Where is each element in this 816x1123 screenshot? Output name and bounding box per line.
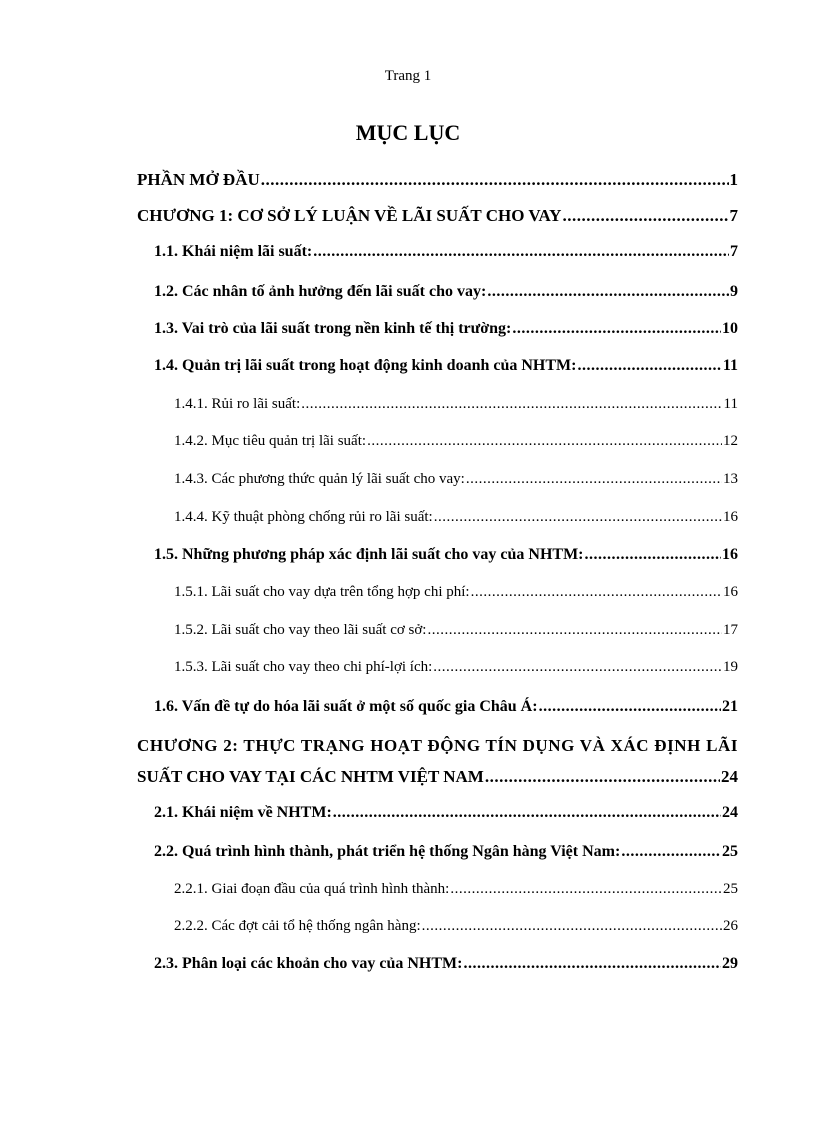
dot-leader [434,509,722,526]
toc-entry[interactable] [137,767,738,787]
toc-entry-label: 1.4. Quản trị lãi suất trong hoạt động kinh doanh của NHTM: [154,357,577,374]
toc-entry-label: 2.2.1. Giai đoạn đầu của quá trình hình thành: [174,881,450,897]
toc-entry[interactable] [154,843,738,861]
toc-entry-page: 13 [723,471,738,487]
toc-entry[interactable] [154,320,738,338]
dot-leader [471,584,722,601]
dot-leader [367,433,722,450]
dot-leader [333,804,721,822]
toc-entry-page: 26 [723,918,738,934]
toc-entry[interactable] [174,396,738,413]
toc-entry-page: 29 [722,955,738,972]
toc-entry-page: 1 [729,170,738,189]
toc-entry[interactable] [174,584,738,601]
toc-entry[interactable] [154,283,738,301]
toc-entry[interactable] [154,243,738,261]
dot-leader [562,206,728,226]
toc-entry-label: 2.2.2. Các đợt cải tổ hệ thống ngân hàng: [174,918,421,934]
toc-entry[interactable] [137,170,738,190]
dot-leader [313,243,729,261]
page-number: Trang 1 [384,68,432,84]
toc-entry-label: 2.1. Khái niệm về NHTM: [154,804,332,821]
toc-entry-label: 1.4.3. Các phương thức quản lý lãi suất cho vay: [174,471,465,487]
toc-entry-label: 1.3. Vai trò của lãi suất trong nền kinh tế thị trường: [154,320,512,337]
dot-leader [433,659,722,676]
dot-leader [577,357,721,375]
dot-leader [487,283,729,301]
toc-entry-page: 9 [730,283,738,300]
toc-entry-label: 1.4.4. Kỹ thuật phòng chống rủi ro lãi suất: [174,509,433,525]
dot-leader [450,881,722,898]
toc-entry[interactable] [137,206,738,226]
toc-entry[interactable] [174,509,738,526]
dot-leader [585,546,722,564]
toc-title: MỤC LỤC [355,120,461,145]
toc-entry-label: 1.5. Những phương pháp xác định lãi suất cho vay của NHTM: [154,546,584,563]
toc-entry[interactable] [154,546,738,564]
toc-entry-page: 16 [723,509,738,525]
toc-entry-label-line1[interactable]: CHƯƠNG 2: THỰC TRẠNG HOẠT ĐỘNG TÍN DỤNG VÀ XÁC ĐỊNH LÃI [137,736,738,755]
toc-entry[interactable] [174,659,738,676]
toc-entry-label: 2.2. Quá trình hình thành, phát triển hệ thống Ngân hàng Việt Nam: [154,843,621,860]
dot-leader [539,698,721,716]
toc-entry[interactable] [154,698,738,716]
toc-entry-page: 7 [729,206,738,225]
toc-entry-label: 1.1. Khái niệm lãi suất: [154,243,313,260]
toc-entry[interactable] [154,955,738,973]
toc-entry[interactable] [174,622,738,639]
toc-entry[interactable] [174,881,738,898]
toc-entry-page: 21 [722,698,738,715]
toc-entry-page: 24 [721,767,738,786]
dot-leader [621,843,721,861]
toc-entry-page: 25 [723,881,738,897]
toc-entry[interactable] [154,804,738,822]
toc-entry-label: CHƯƠNG 1: CƠ SỞ LÝ LUẬN VỀ LÃI SUẤT CHO VAY [137,206,562,225]
dot-leader [466,471,722,488]
dot-leader [261,170,729,190]
toc-entry-label: 1.5.2. Lãi suất cho vay theo lãi suất cơ sở: [174,622,427,638]
toc-entry-label: 1.6. Vấn đề tự do hóa lãi suất ở một số quốc gia Châu Á: [154,698,538,715]
toc-entry-label: 1.4.1. Rủi ro lãi suất: [174,396,301,412]
toc-entry-page: 25 [722,843,738,860]
toc-entry-page: 11 [722,357,738,374]
toc-entry-page: 12 [723,433,738,449]
toc-entry-page: 17 [723,622,738,638]
toc-entry-label: 1.5.3. Lãi suất cho vay theo chi phí-lợi ích: [174,659,433,675]
toc-entry-page: 11 [723,396,738,412]
toc-entry-page: 24 [722,804,738,821]
dot-leader [512,320,721,338]
dot-leader [422,918,722,935]
toc-entry-page: 10 [722,320,738,337]
toc-entry-page: 16 [723,584,738,600]
toc-entry-page: 16 [722,546,738,563]
toc-entry[interactable] [154,357,738,375]
dot-leader [485,767,720,787]
toc-entry-label: 1.2. Các nhân tố ảnh hưởng đến lãi suất cho vay: [154,283,487,300]
toc-entry[interactable] [174,433,738,450]
toc-entry-label: SUẤT CHO VAY TẠI CÁC NHTM VIỆT NAM [137,767,484,786]
toc-entry-label: 2.3. Phân loại các khoản cho vay của NHTM: [154,955,463,972]
toc-entry-label: 1.4.2. Mục tiêu quản trị lãi suất: [174,433,367,449]
dot-leader [427,622,722,639]
toc-entry[interactable] [174,471,738,488]
toc-entry-label: PHẦN MỞ ĐẦU [137,170,260,189]
toc-entry-page: 7 [730,243,738,260]
dot-leader [463,955,721,973]
toc-entry-label: 1.5.1. Lãi suất cho vay dựa trên tổng hợp chi phí: [174,584,470,600]
dot-leader [301,396,722,413]
toc-entry-page: 19 [723,659,738,675]
toc-entry[interactable] [174,918,738,935]
